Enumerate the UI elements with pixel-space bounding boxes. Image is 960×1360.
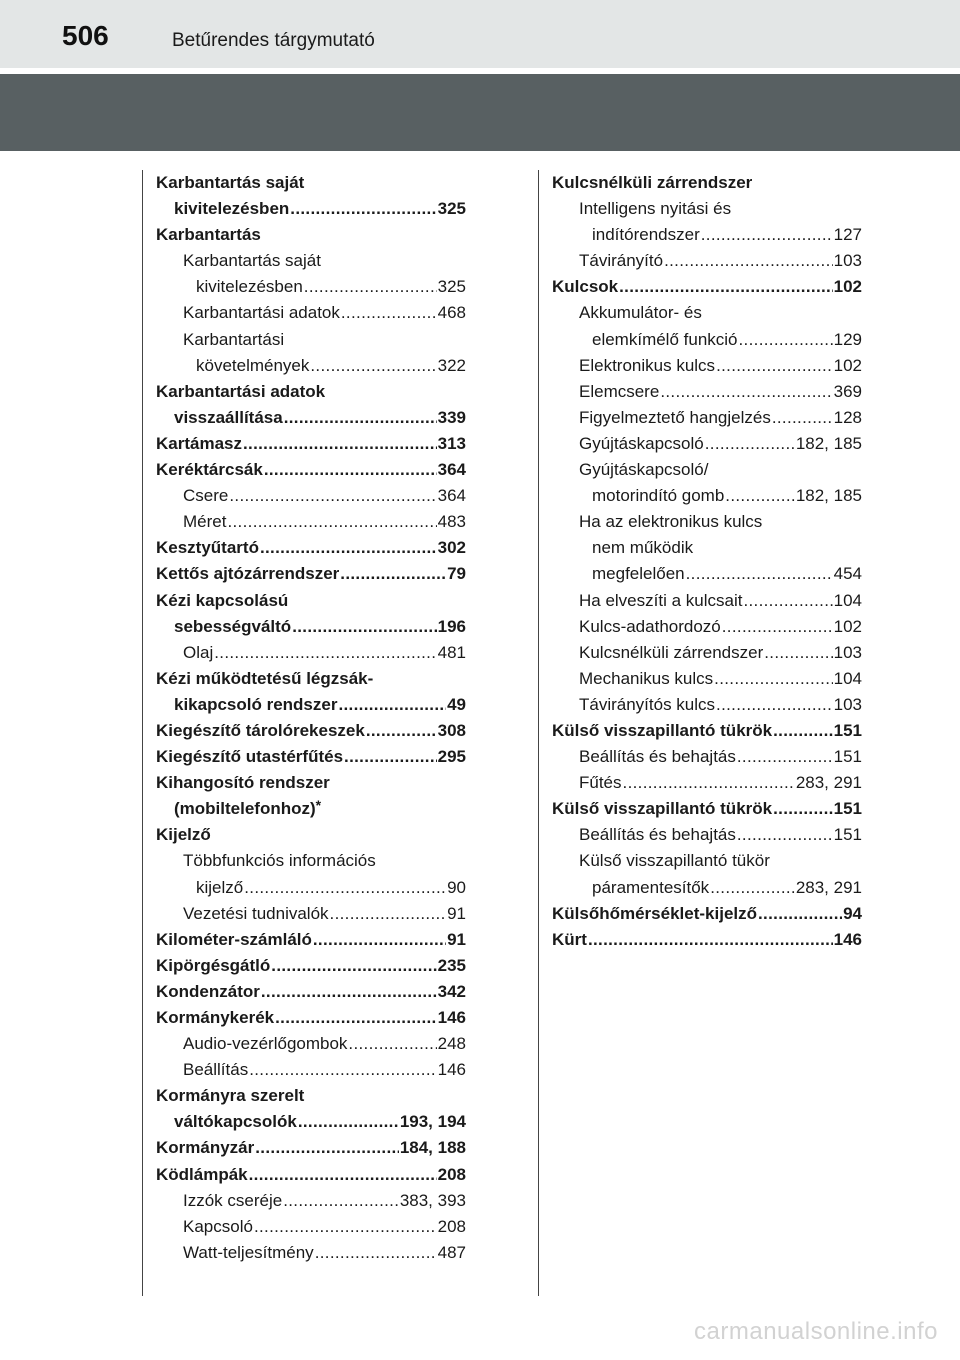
index-entry — [156, 561, 466, 587]
page-reference: 342 — [437, 981, 466, 1001]
entry-text: Kiegészítő utastérfűtés — [156, 747, 344, 767]
page-reference: 102 — [833, 277, 862, 297]
entry-text: Olaj — [183, 642, 214, 662]
dot-leader — [341, 300, 437, 326]
dot-leader — [722, 614, 833, 640]
dot-leader — [348, 1031, 436, 1057]
dot-leader — [243, 431, 437, 457]
entry-text: Kulcs-adathordozó — [579, 616, 721, 636]
index-entry — [552, 875, 862, 901]
dot-leader — [701, 222, 833, 248]
index-entry — [156, 300, 466, 326]
dot-leader — [255, 1135, 399, 1161]
entry-text: Kettős ajtózárrendszer — [156, 564, 340, 584]
dot-leader — [344, 744, 437, 770]
entry-text: Karbantartási — [183, 329, 285, 349]
dot-leader — [313, 927, 446, 953]
page-reference: 146 — [437, 1008, 466, 1027]
dot-leader — [290, 196, 436, 222]
index-entry — [156, 666, 466, 692]
index-entry — [156, 431, 466, 457]
index-entry — [156, 927, 466, 953]
dot-leader — [298, 1109, 399, 1135]
page-reference: 104 — [833, 590, 862, 610]
dot-leader — [261, 979, 437, 1005]
entry-text: Kulcsok — [552, 277, 619, 297]
entry-text: Kiegészítő tárolórekeszek — [156, 720, 365, 740]
entry-text: Kormányzár — [156, 1138, 255, 1158]
dot-leader — [743, 588, 832, 614]
index-entry — [552, 744, 862, 770]
page-reference: 283, 291 — [795, 877, 862, 897]
index-entry — [552, 379, 862, 405]
entry-text: Beállítás és behajtás — [579, 747, 736, 767]
index-entry — [156, 196, 466, 222]
page-reference: 151 — [833, 825, 862, 845]
entry-text: megfelelően — [592, 564, 685, 584]
dot-leader — [244, 875, 446, 901]
index-column-left — [156, 170, 466, 1266]
entry-text: indítórendszer — [592, 225, 700, 245]
entry-text: kivitelezésben — [174, 199, 290, 219]
page-reference: 128 — [833, 407, 862, 427]
dot-leader — [588, 927, 833, 953]
index-entry — [156, 1188, 466, 1214]
index-entry — [156, 692, 466, 718]
dot-leader — [725, 483, 795, 509]
page-reference: 235 — [437, 955, 466, 975]
dot-leader — [283, 1188, 399, 1214]
dot-leader — [249, 1057, 436, 1083]
entry-text: visszaállítása — [174, 407, 283, 427]
index-entry — [156, 875, 466, 901]
index-entry — [156, 1005, 466, 1031]
dot-leader — [737, 744, 833, 770]
watermark: carmanualsonline.info — [694, 1318, 938, 1345]
dot-leader — [686, 561, 833, 587]
index-entry — [552, 848, 862, 874]
page-reference: 94 — [843, 903, 862, 923]
index-entry — [552, 274, 862, 300]
index-entry — [156, 1162, 466, 1188]
entry-text: Vezetési tudnivalók — [183, 903, 329, 923]
index-entry — [156, 222, 466, 248]
entry-text: páramentesítők — [592, 877, 710, 897]
entry-text: Távirányító — [579, 251, 664, 271]
index-entry — [156, 901, 466, 927]
entry-text: Külső visszapillantó tükrök — [552, 720, 773, 740]
page-reference: 302 — [437, 538, 466, 558]
index-column-right — [552, 170, 862, 953]
index-entry — [156, 1109, 466, 1135]
entry-text: Kulcsnélküli zárrendszer — [579, 642, 764, 662]
index-entry — [156, 1031, 466, 1057]
entry-text: Karbantartás saját — [183, 251, 321, 271]
dot-leader — [227, 509, 436, 535]
page-reference: 151 — [833, 747, 862, 767]
page-reference: 208 — [437, 1164, 466, 1184]
dot-leader — [229, 483, 436, 509]
dot-leader — [315, 1240, 437, 1266]
left-column-rule — [142, 170, 143, 1296]
index-entry — [552, 405, 862, 431]
entry-text: nem működik — [592, 538, 694, 558]
page-reference: 383, 393 — [399, 1190, 466, 1210]
page-reference: 146 — [437, 1060, 466, 1080]
entry-text: Csere — [183, 486, 229, 506]
dot-leader — [275, 1005, 437, 1031]
page-reference: 322 — [437, 355, 466, 375]
page-reference: 339 — [437, 407, 466, 427]
index-entry — [156, 405, 466, 431]
index-entry — [552, 718, 862, 744]
index-entry — [552, 483, 862, 509]
entry-text: kikapcsoló rendszer — [174, 694, 338, 714]
page-reference: 487 — [437, 1242, 466, 1262]
index-entry — [156, 640, 466, 666]
page-reference: 468 — [437, 303, 466, 323]
index-entry — [156, 822, 466, 848]
entry-text: Külső visszapillantó tükrök — [552, 799, 773, 819]
dot-leader — [254, 1214, 437, 1240]
page-reference: 182, 185 — [795, 433, 862, 453]
page-reference: 208 — [437, 1216, 466, 1236]
dot-leader — [366, 718, 437, 744]
page-reference: 364 — [437, 460, 466, 480]
entry-text: Kapcsoló — [183, 1216, 253, 1236]
dot-leader — [739, 327, 833, 353]
entry-text: Kormánykerék — [156, 1008, 275, 1027]
right-column-rule — [538, 170, 539, 1296]
dot-leader — [773, 796, 833, 822]
entry-text: váltókapcsolók — [174, 1112, 297, 1132]
entry-text: Keréktárcsák — [156, 460, 263, 480]
entry-text: Ködlámpák — [156, 1164, 248, 1184]
dot-leader — [260, 535, 437, 561]
index-entry — [552, 457, 862, 483]
index-entry — [156, 457, 466, 483]
index-entry — [156, 1057, 466, 1083]
index-entry — [552, 222, 862, 248]
dot-leader — [338, 692, 446, 718]
page-reference: 364 — [437, 486, 466, 506]
entry-text: Beállítás — [183, 1060, 249, 1080]
index-entry — [156, 744, 466, 770]
entry-text: Kézi működtetésű légzsák- — [156, 668, 374, 688]
index-entry — [552, 353, 862, 379]
page-reference: 79 — [447, 564, 466, 584]
entry-text: elemkímélő funkció — [592, 329, 738, 349]
entry-text: Méret — [183, 512, 227, 532]
page-reference: 182, 185 — [795, 486, 862, 506]
page-reference: 325 — [437, 277, 466, 297]
index-entry — [156, 1083, 466, 1109]
entry-text: Fűtés — [579, 773, 622, 793]
index-entry — [552, 300, 862, 326]
entry-text: Figyelmeztető hangjelzés — [579, 407, 771, 427]
entry-text: Intelligens nyitási és — [579, 199, 732, 219]
index-entry — [156, 170, 466, 196]
section-title: Betűrendes tárgymutató — [172, 30, 375, 51]
dot-leader — [249, 1162, 437, 1188]
index-entry — [156, 353, 466, 379]
page-reference: 196 — [437, 616, 466, 636]
index-entry — [552, 535, 862, 561]
entry-text: Karbantartási adatok — [156, 381, 326, 401]
entry-text: Többfunkciós információs — [183, 851, 376, 871]
entry-text: (mobiltelefonhoz) — [174, 799, 316, 819]
index-entry — [156, 483, 466, 509]
page-reference: 193, 194 — [399, 1112, 466, 1132]
entry-text: Kijelző — [156, 825, 211, 845]
index-entry — [156, 274, 466, 300]
page-reference: 454 — [833, 564, 862, 584]
index-entry — [552, 196, 862, 222]
page-reference: 308 — [437, 720, 466, 740]
dot-leader — [710, 875, 795, 901]
entry-text: Gyújtáskapcsoló/ — [579, 460, 709, 480]
page-reference: 483 — [437, 512, 466, 532]
page-reference: 313 — [437, 433, 466, 453]
entry-text: követelmények — [196, 355, 310, 375]
index-entry — [552, 509, 862, 535]
dot-leader — [310, 353, 436, 379]
entry-text: Kürt — [552, 929, 587, 949]
dot-leader — [772, 405, 833, 431]
page-reference: 295 — [437, 747, 466, 767]
index-entry — [156, 770, 466, 796]
page-reference: 369 — [833, 381, 862, 401]
dot-leader — [660, 379, 832, 405]
entry-text: Elektronikus kulcs — [579, 355, 716, 375]
index-entry — [156, 509, 466, 535]
index-entry — [552, 588, 862, 614]
dot-leader — [340, 561, 446, 587]
entry-text: kijelző — [196, 877, 244, 897]
index-entry — [552, 248, 862, 274]
entry-text: kivitelezésben — [196, 277, 303, 297]
index-entry — [156, 379, 466, 405]
index-entry — [552, 796, 862, 822]
index-entry — [552, 170, 862, 196]
index-entry — [156, 953, 466, 979]
index-entry — [156, 1240, 466, 1266]
entry-text: Kihangosító rendszer — [156, 773, 330, 793]
dot-leader — [737, 822, 833, 848]
page-reference: 325 — [437, 199, 466, 219]
dot-leader — [292, 614, 436, 640]
index-entry — [156, 1214, 466, 1240]
dot-leader — [716, 692, 833, 718]
dot-leader — [330, 901, 447, 927]
page-reference: 129 — [833, 329, 862, 349]
dot-leader — [284, 405, 437, 431]
dot-leader — [619, 274, 832, 300]
entry-text: Mechanikus kulcs — [579, 668, 714, 688]
entry-text: Külsőhőmérséklet-kijelző — [552, 903, 758, 923]
index-entry — [156, 1135, 466, 1161]
entry-text: Elemcsere — [579, 381, 660, 401]
entry-text: Ha elveszíti a kulcsait — [579, 590, 743, 610]
entry-text: Izzók cseréje — [183, 1190, 283, 1210]
header-banner — [0, 74, 960, 151]
entry-text: Kulcsnélküli zárrendszer — [552, 173, 753, 192]
page-reference: 151 — [833, 799, 862, 819]
page-reference: 127 — [833, 225, 862, 245]
entry-text: Kormányra szerelt — [156, 1086, 305, 1106]
page-reference: 184, 188 — [399, 1138, 466, 1158]
entry-text: Kesztyűtartó — [156, 538, 259, 558]
index-entry — [552, 822, 862, 848]
entry-text: Kartámasz — [156, 433, 242, 453]
entry-text: Kilométer-számláló — [156, 929, 312, 949]
index-entry — [552, 666, 862, 692]
page-reference: 91 — [447, 903, 466, 923]
page-reference: 146 — [833, 929, 862, 949]
index-entry — [552, 927, 862, 953]
dot-leader — [271, 953, 436, 979]
page-reference: 102 — [833, 355, 862, 375]
index-entry — [156, 327, 466, 353]
entry-text: motorindító gomb — [592, 486, 725, 506]
dot-leader — [705, 431, 795, 457]
page-reference: 481 — [437, 642, 466, 662]
entry-text: Kézi kapcsolású — [156, 590, 289, 610]
entry-text: Beállítás és behajtás — [579, 825, 736, 845]
index-entry: (mobiltelefonhoz) * — [156, 796, 466, 822]
index-entry — [552, 692, 862, 718]
page-reference: 103 — [833, 642, 862, 662]
dot-leader — [714, 666, 832, 692]
entry-text: Karbantartási adatok — [183, 303, 340, 323]
page-reference: 104 — [833, 668, 862, 688]
page-reference: 91 — [447, 929, 466, 949]
index-entry — [156, 979, 466, 1005]
dot-leader — [764, 640, 832, 666]
index-entry — [552, 770, 862, 796]
entry-text: Külső visszapillantó tükör — [579, 851, 770, 871]
page-reference: 151 — [833, 720, 862, 740]
page-reference: 90 — [447, 877, 466, 897]
dot-leader — [716, 353, 833, 379]
index-entry — [552, 640, 862, 666]
page-reference: 103 — [833, 251, 862, 271]
entry-text: Kipörgésgátló — [156, 955, 271, 975]
dot-leader — [664, 248, 833, 274]
index-entry — [156, 535, 466, 561]
entry-text: Karbantartás — [156, 225, 261, 245]
index-entry — [552, 901, 862, 927]
page-reference: 102 — [833, 616, 862, 636]
index-entry — [156, 718, 466, 744]
index-entry — [552, 431, 862, 457]
dot-leader — [623, 770, 795, 796]
dot-leader — [264, 457, 437, 483]
entry-text: Audio-vezérlőgombok — [183, 1034, 348, 1054]
index-entry — [156, 248, 466, 274]
entry-text: Karbantartás saját — [156, 173, 305, 192]
dot-leader — [214, 640, 436, 666]
dot-leader — [773, 718, 833, 744]
page-number: 506 — [62, 20, 109, 51]
entry-text: Akkumulátor- és — [579, 303, 702, 323]
index-entry — [156, 588, 466, 614]
page-reference: 248 — [437, 1034, 466, 1054]
index-entry — [552, 561, 862, 587]
entry-text: sebességváltó — [174, 616, 292, 636]
page-header — [0, 0, 960, 68]
dot-leader — [304, 274, 437, 300]
entry-text: Watt-teljesítmény — [183, 1242, 314, 1262]
page-reference: 103 — [833, 694, 862, 714]
index-entry — [552, 327, 862, 353]
entry-text: Kondenzátor — [156, 981, 260, 1001]
entry-text: Ha az elektronikus kulcs — [579, 512, 763, 532]
dot-leader — [758, 901, 842, 927]
entry-text: Távirányítós kulcs — [579, 694, 716, 714]
page-reference: 49 — [447, 694, 466, 714]
page-reference: 283, 291 — [795, 773, 862, 793]
index-entry — [552, 614, 862, 640]
index-entry — [156, 848, 466, 874]
entry-text: Gyújtáskapcsoló — [579, 433, 704, 453]
index-entry — [156, 614, 466, 640]
